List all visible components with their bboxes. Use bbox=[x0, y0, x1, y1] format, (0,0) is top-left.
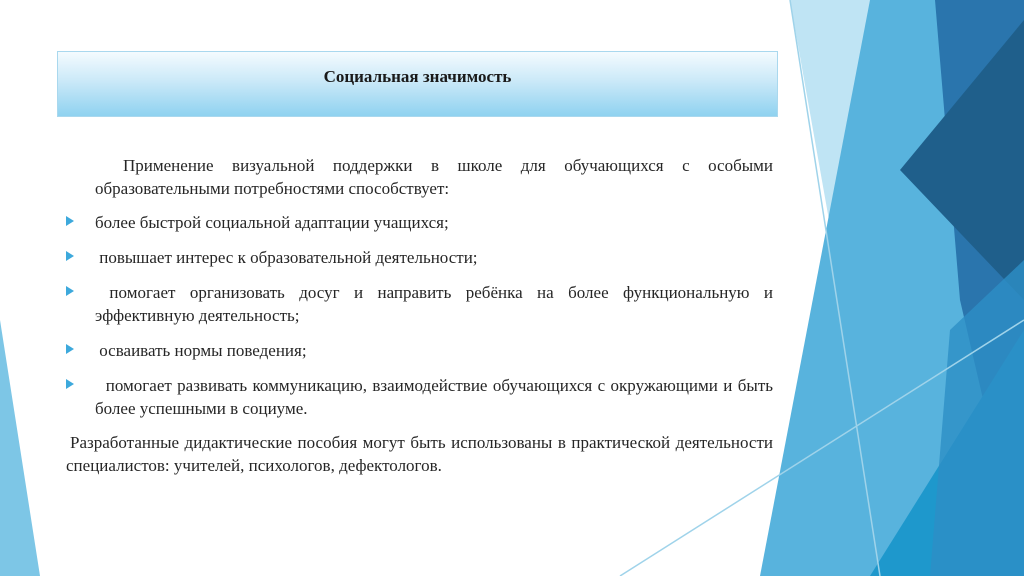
slide-title: Социальная значимость bbox=[323, 67, 512, 86]
bullet-text: помогает развивать коммуникацию, взаимодействие обучающихся с окружающими и быть более успешными в социуме. bbox=[95, 376, 778, 418]
triangle-bullet-icon bbox=[66, 251, 74, 261]
bullet-text: повышает интерес к образовательной деятельности; bbox=[95, 248, 478, 267]
left-stripe-shape bbox=[0, 320, 40, 576]
bullet-item bbox=[66, 281, 778, 327]
bullet-item bbox=[66, 374, 778, 420]
triangle-bullet-icon bbox=[66, 344, 74, 354]
bullet-item bbox=[66, 246, 773, 269]
bullet-text: осваивать нормы поведения; bbox=[95, 341, 307, 360]
bullet-item bbox=[66, 339, 773, 362]
slide-body bbox=[66, 154, 778, 477]
triangle-bullet-icon bbox=[66, 286, 74, 296]
bullet-text: более быстрой социальной адаптации учащихся; bbox=[95, 213, 449, 232]
outro-paragraph: Разработанные дидактические пособия могут быть использованы в практической деятельности специалистов: учителей, психологов, дефектологов. bbox=[66, 433, 773, 475]
triangle-bullet-icon bbox=[66, 216, 74, 226]
title-box bbox=[57, 51, 778, 117]
bullet-text: помогает организовать досуг и направить ребёнка на более функциональную и эффективную деятельность; bbox=[95, 283, 778, 325]
bullet-item bbox=[66, 211, 773, 234]
triangle-bullet-icon bbox=[66, 379, 74, 389]
intro-paragraph: Применение визуальной поддержки в школе для обучающихся с особыми образовательными потребностями способствует: bbox=[95, 156, 773, 198]
